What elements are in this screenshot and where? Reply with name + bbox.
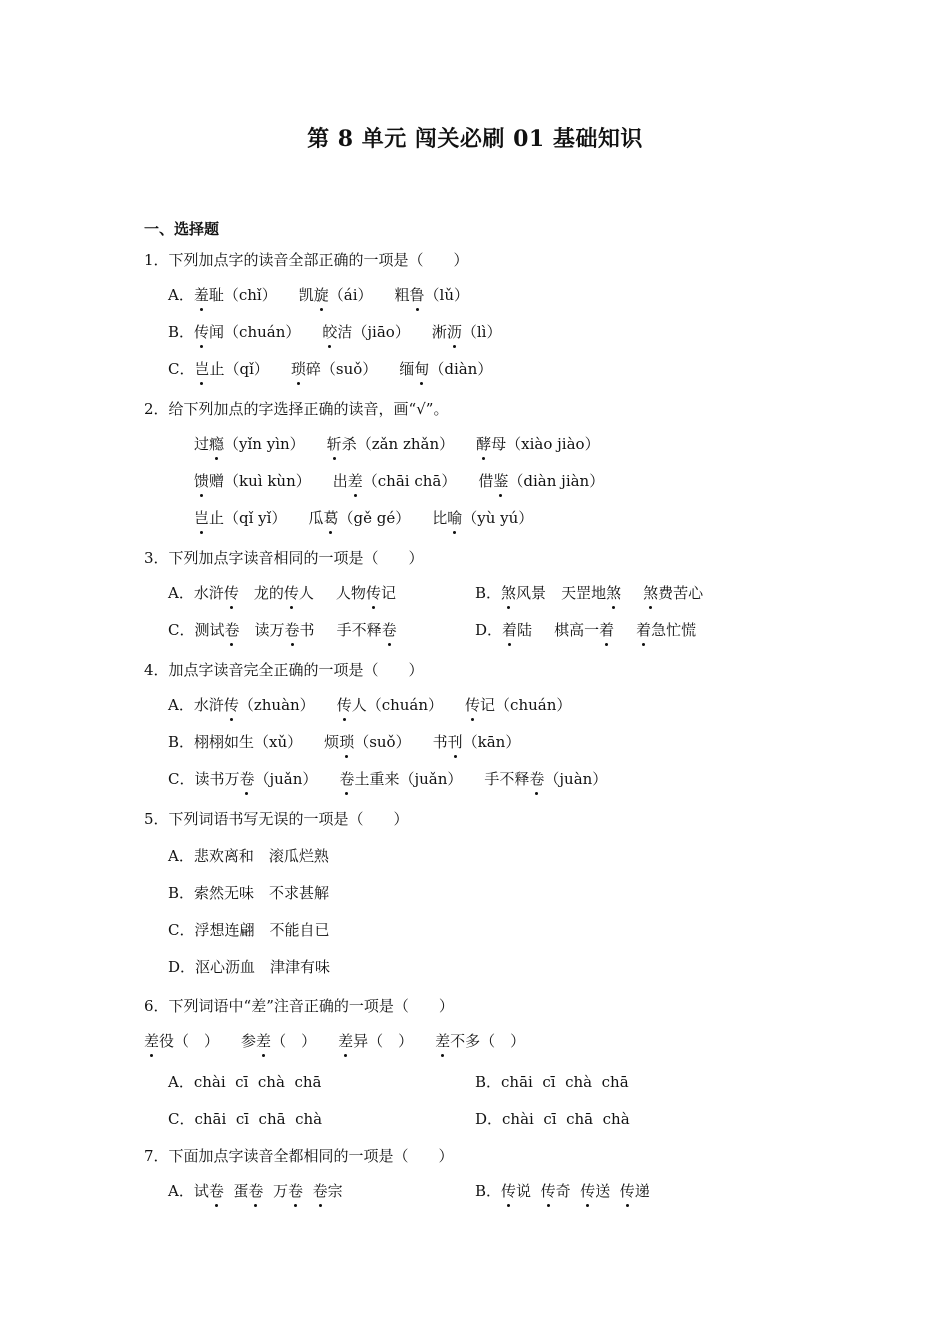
question-2-row-1: 过瘾（yǐn yìn） 斩杀（zǎn zhǎn） 酵母（xiào jiào） [194, 435, 600, 453]
question-5-option-b[interactable]: B．索然无味 不求甚解 [168, 884, 330, 902]
question-5-stem: 5．下列词语书写无误的一项是（ ） [144, 810, 409, 828]
question-3-option-d[interactable]: D．着陆 棋高一着 着急忙慌 [475, 621, 697, 639]
question-4-stem: 4．加点字读音完全正确的一项是（ ） [144, 661, 424, 679]
question-7-row-1 [168, 1180, 768, 1201]
question-6-option-d[interactable]: D．chài cī chā chà [475, 1110, 630, 1128]
question-5-option-d[interactable]: D．沤心沥血 津津有味 [168, 958, 331, 976]
question-1-option-b[interactable]: B．传闻（chuán） 皎洁（jiāo） 淅沥（lì） [168, 323, 502, 341]
question-6-row-2 [168, 1108, 768, 1129]
question-7-stem: 7．下面加点字读音全都相同的一项是（ ） [144, 1147, 454, 1165]
page-title: 第 8 单元 闯关必刷 01 基础知识 [307, 126, 643, 152]
question-4-option-c[interactable]: C．读书万卷（juǎn） 卷土重来（juǎn） 手不释卷（juàn） [168, 770, 608, 788]
question-6-row-1 [168, 1071, 768, 1092]
question-1-option-a[interactable]: A．羞耻（chǐ） 凯旋（ái） 粗鲁（lǔ） [168, 286, 470, 304]
question-2-row-3: 岂止（qǐ yǐ） 瓜葛（gě gé） 比喻（yù yú） [194, 509, 534, 527]
question-3-option-b[interactable]: B．煞风景 天罡地煞 煞费苦心 [475, 584, 704, 602]
question-3-row-2 [168, 619, 768, 640]
section-heading: 一、选择题 [144, 220, 220, 238]
question-7-option-a[interactable]: A．试卷 蛋卷 万卷 卷宗 [168, 1182, 343, 1200]
question-7-option-b[interactable]: B．传说 传奇 传送 传递 [475, 1182, 650, 1200]
question-6-option-a[interactable]: A．chài cī chà chā [168, 1073, 322, 1091]
question-6-stem: 6．下列词语中“差”注音正确的一项是（ ） [144, 997, 454, 1015]
question-6-blanks: 差役（ ） 参差（ ） 差异（ ） 差不多（ ） [144, 1032, 526, 1050]
question-1-option-c[interactable]: C．岂止（qǐ） 琐碎（suǒ） 缅甸（diàn） [168, 360, 493, 378]
question-2-stem: 2．给下列加点的字选择正确的读音，画“√”。 [144, 400, 449, 418]
question-2-row-2: 馈赠（kuì kùn） 出差（chāi chā） 借鉴（diàn jiàn） [194, 472, 605, 490]
question-5-option-c[interactable]: C．浮想连翩 不能自已 [168, 921, 330, 939]
question-3-option-a[interactable]: A．水浒传 龙的传人 人物传记 [168, 584, 396, 602]
question-3-stem: 3．下列加点字读音相同的一项是（ ） [144, 549, 424, 567]
question-3-option-c[interactable]: C．测试卷 读万卷书 手不释卷 [168, 621, 397, 639]
question-3-row-1 [168, 582, 768, 603]
question-6-option-c[interactable]: C．chāi cī chā chà [168, 1110, 323, 1128]
question-1-stem: 1．下列加点字的读音全部正确的一项是（ ） [144, 251, 469, 269]
question-5-option-a[interactable]: A．悲欢离和 滚瓜烂熟 [168, 847, 329, 865]
question-6-option-b[interactable]: B．chāi cī chà chā [475, 1073, 629, 1091]
question-4-option-b[interactable]: B．栩栩如生（xǔ） 烦琐（suǒ） 书刊（kān） [168, 733, 521, 751]
question-4-option-a[interactable]: A．水浒传（zhuàn） 传人（chuán） 传记（chuán） [168, 696, 572, 714]
